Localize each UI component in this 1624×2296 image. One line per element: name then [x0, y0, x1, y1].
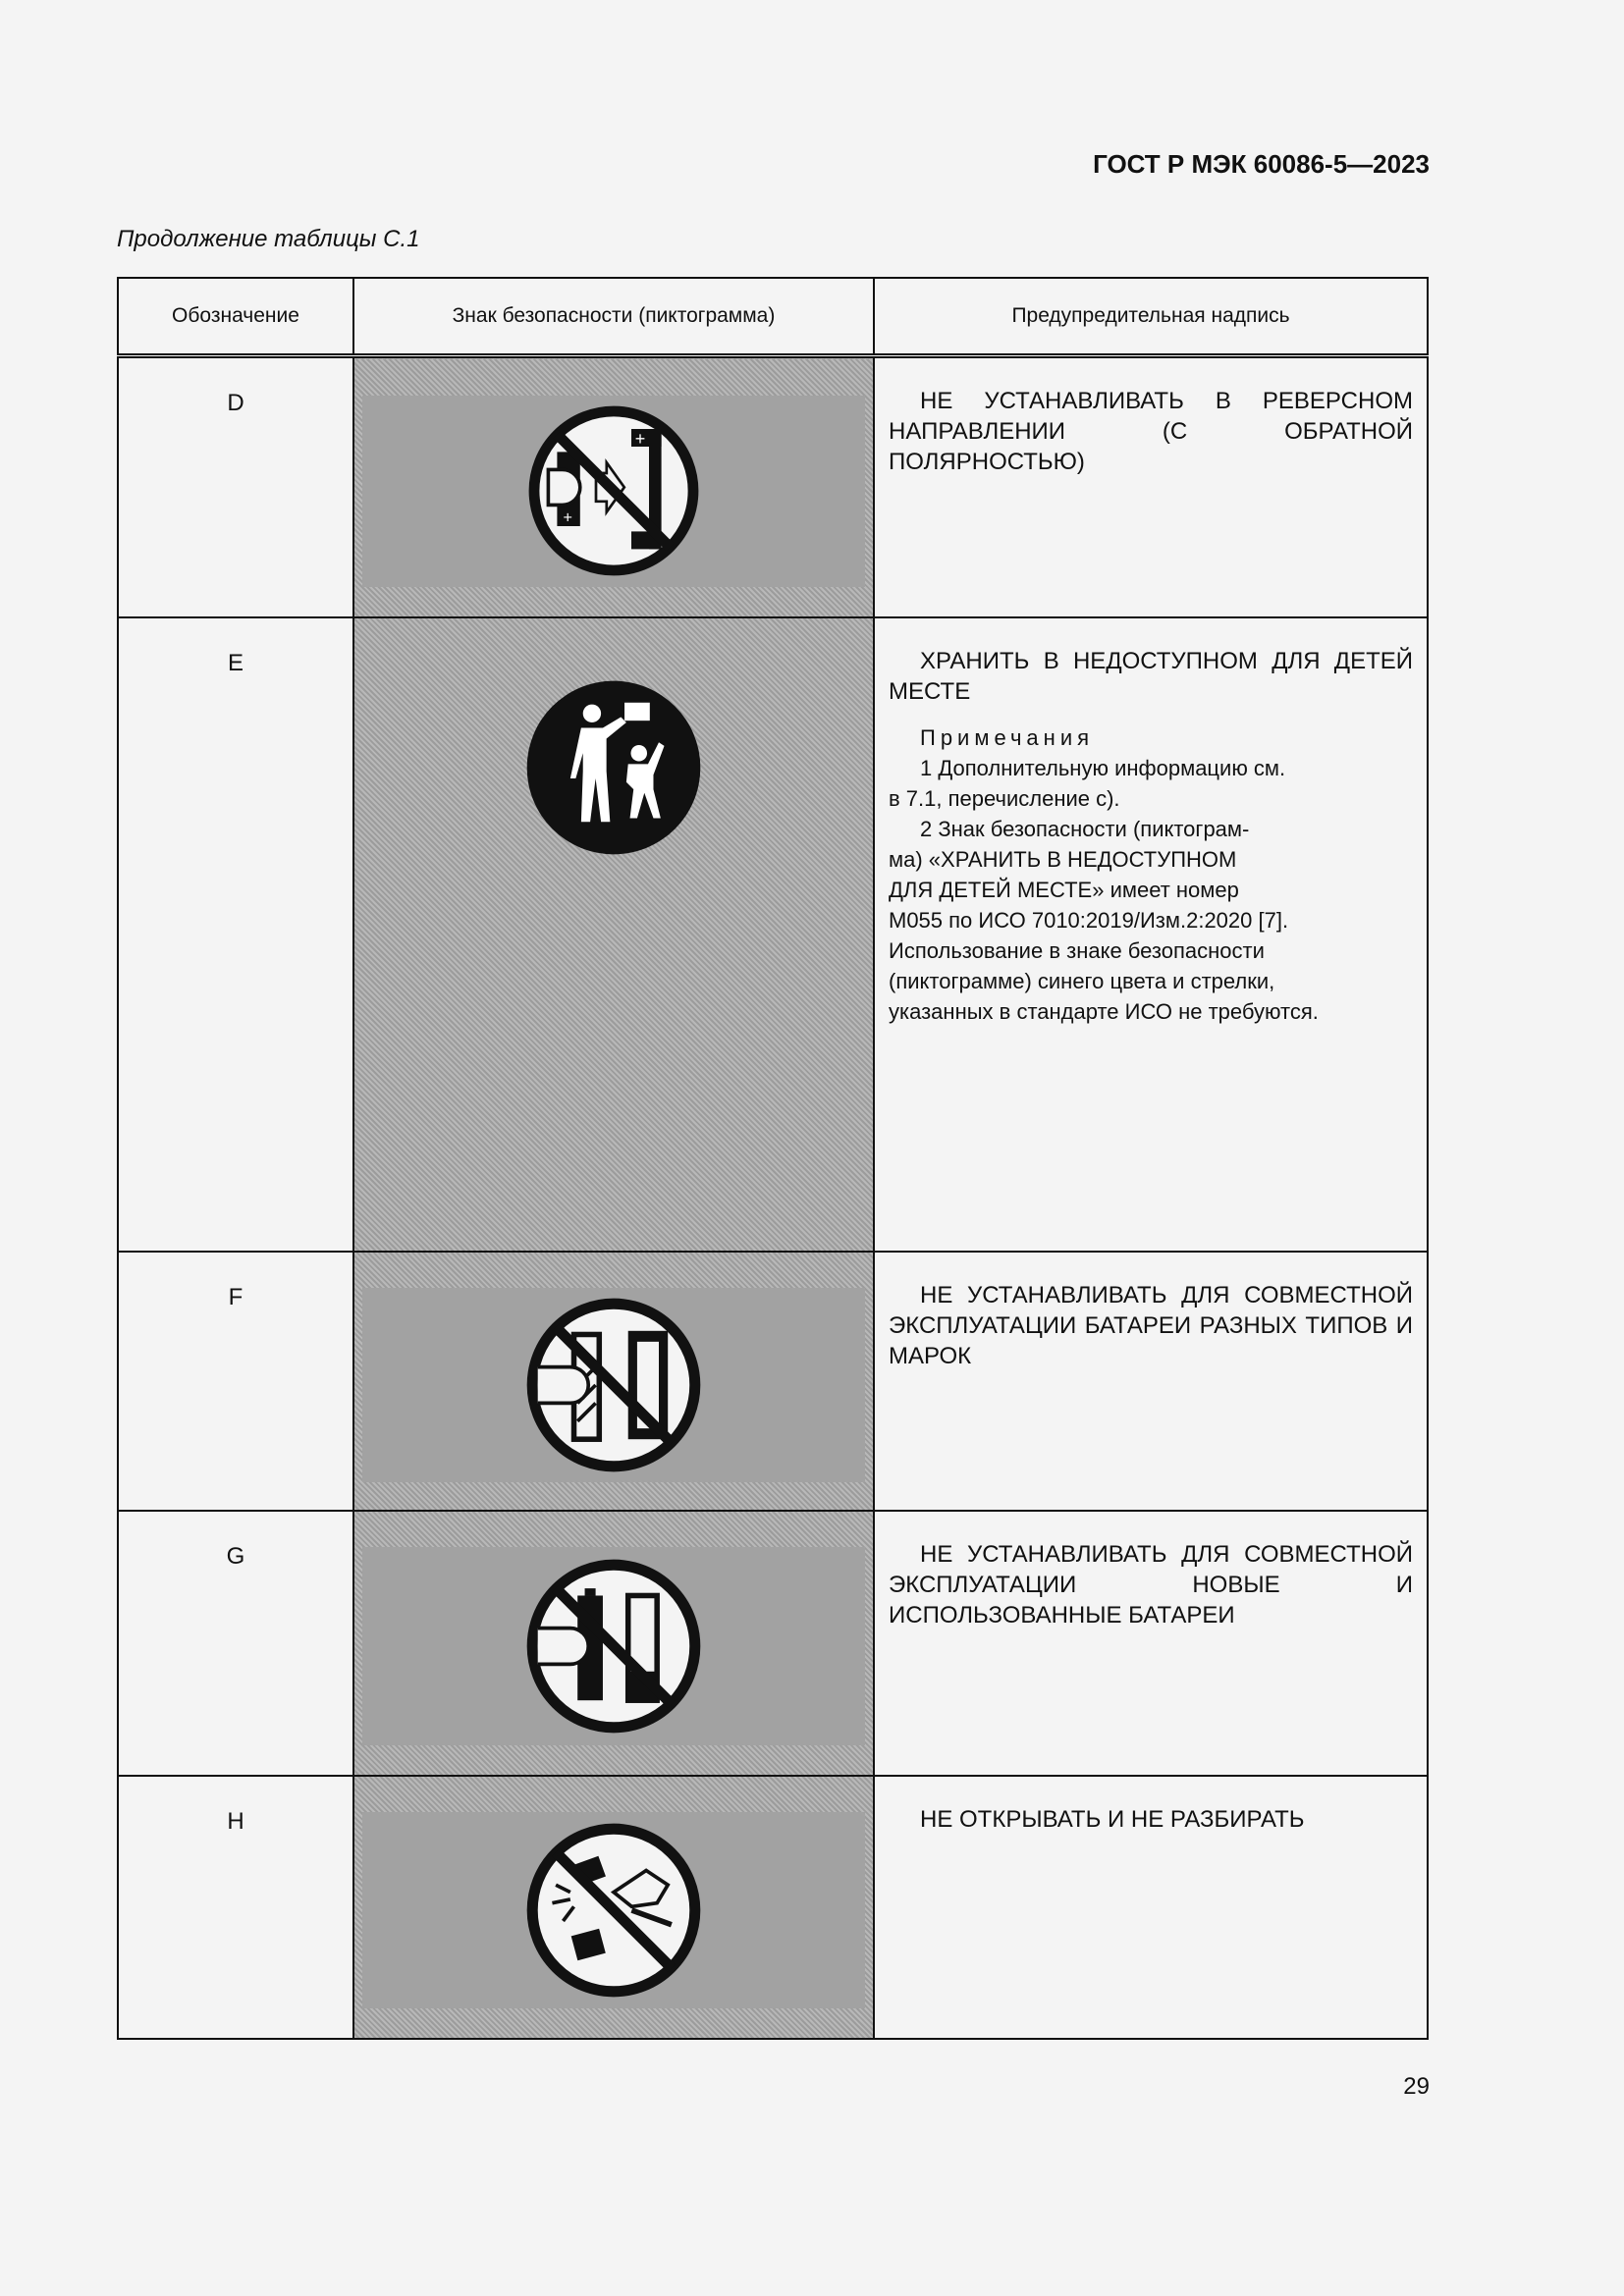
- warning-text-cell: [874, 356, 1428, 617]
- note-line: (пиктограмме) синего цвета и стрелки,: [889, 968, 1275, 993]
- svg-text:+: +: [563, 508, 572, 527]
- safety-signs-table: [117, 277, 1429, 2040]
- note-line: М055 по ИСО 7010:2019/Изм.2:2020 [7].: [889, 907, 1289, 933]
- pictogram-cell: [353, 1252, 874, 1511]
- no-mixing-new-used-icon: [523, 1556, 704, 1736]
- warning-text: НЕ ОТКРЫВАТЬ И НЕ РАЗБИРАТЬ: [920, 1805, 1305, 1833]
- warning-text: НЕ УСТАНАВЛИВАТЬ В РЕВЕРСНОМ НАПРАВЛЕНИИ (С ОБРАТНОЙ ПОЛЯРНОСТЬЮ): [889, 388, 1413, 475]
- designation-cell: E: [118, 617, 353, 1252]
- note-line: в 7.1, перечисление с).: [889, 785, 1120, 811]
- pictogram-cell: [353, 356, 874, 617]
- column-header-designation: Обозначение: [118, 278, 353, 356]
- table-caption: Продолжение таблицы С.1: [117, 226, 420, 252]
- document-code: ГОСТ Р МЭК 60086-5—2023: [1093, 149, 1430, 179]
- warning-text: НЕ УСТАНАВЛИВАТЬ ДЛЯ СОВМЕСТНОЙ ЭКСПЛУАТАЦИИ БАТАРЕИ РАЗНЫХ ТИПОВ И МАРОК: [889, 1281, 1413, 1369]
- warning-text-cell: [874, 1776, 1428, 2039]
- note-line: ДЛЯ ДЕТЕЙ МЕСТЕ» имеет номер: [889, 877, 1239, 902]
- table-row: [118, 1776, 1428, 2039]
- table-row: [118, 1511, 1428, 1776]
- note-line: 2 Знак безопасности (пиктограм-: [920, 816, 1250, 841]
- table-header-row: [118, 278, 1428, 356]
- warning-text-cell: [874, 617, 1428, 1252]
- designation-cell: H: [118, 1776, 353, 2039]
- designation-cell: F: [118, 1252, 353, 1511]
- pictogram-cell: [353, 1776, 874, 2039]
- warning-text: ХРАНИТЬ В НЕДОСТУПНОМ ДЛЯ ДЕТЕЙ МЕСТЕ: [889, 647, 1413, 705]
- page-number: 29: [1403, 2073, 1430, 2100]
- column-header-warning: Предупредительная надпись: [874, 278, 1428, 356]
- warning-text-cell: [874, 1252, 1428, 1511]
- pictogram-cell: [353, 617, 874, 1252]
- keep-away-from-children-icon: [523, 677, 704, 858]
- designation-cell: G: [118, 1511, 353, 1776]
- note-line: ма) «ХРАНИТЬ В НЕДОСТУПНОМ: [889, 846, 1237, 872]
- svg-text:+: +: [634, 429, 646, 450]
- do-not-disassemble-icon: [523, 1820, 704, 2001]
- notes-title: Примечания: [920, 724, 1095, 750]
- note-line: 1 Дополнительную информацию см.: [920, 755, 1286, 780]
- note-line: указанных в стандарте ИСО не требуются.: [889, 998, 1319, 1024]
- pictogram-cell: [353, 1511, 874, 1776]
- table-row: [118, 1252, 1428, 1511]
- no-mixing-battery-types-icon: [523, 1295, 704, 1475]
- note-line: Использование в знаке безопасности: [889, 937, 1265, 963]
- notes: [889, 722, 1413, 1027]
- warning-text: НЕ УСТАНАВЛИВАТЬ ДЛЯ СОВМЕСТНОЙ ЭКСПЛУАТАЦИИ НОВЫЕ И ИСПОЛЬЗОВАННЫЕ БАТАРЕИ: [889, 1540, 1413, 1629]
- no-reverse-polarity-icon: [525, 402, 702, 579]
- warning-text-cell: [874, 1511, 1428, 1776]
- table-row: [118, 356, 1428, 617]
- column-header-sign: Знак безопасности (пиктограмма): [353, 278, 874, 356]
- designation-cell: D: [118, 356, 353, 617]
- table-row: [118, 617, 1428, 1252]
